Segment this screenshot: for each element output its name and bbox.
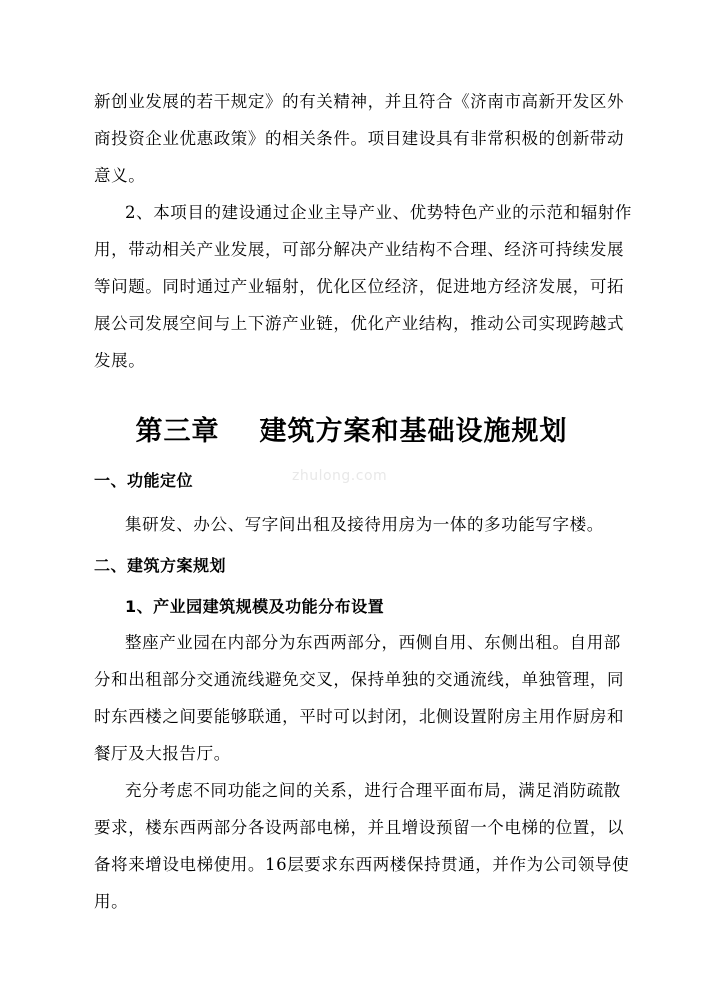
section-two-subheading: 1、产业园建筑规模及功能分布设置: [125, 597, 385, 616]
point-two-line-2: 用，带动相关产业发展，可部分解决产业结构不合理、经济可持续发展: [94, 240, 625, 259]
section-one-heading: 一、功能定位: [94, 471, 194, 490]
s2-p2-line-4: 用。: [94, 892, 129, 911]
s2-p2-line-3: 备将来增设电梯使用。16层要求东西两楼保持贯通，并作为公司领导使: [94, 855, 630, 874]
section-two-heading: 二、建筑方案规划: [94, 556, 227, 575]
s2-p2-line-1: 充分考虑不同功能之间的关系，进行合理平面布局，满足消防疏散: [125, 781, 621, 800]
point-two-line-5: 发展。: [94, 351, 146, 370]
s2-p1-line-3: 时东西楼之间要能够联通，平时可以封闭，北侧设置附房主用作厨房和: [94, 707, 625, 726]
s2-p2-line-2: 要求，楼东西两部分各设两部电梯，并且增设预留一个电梯的位置，以: [94, 818, 625, 837]
point-two-line-3: 等问题。同时通过产业辐射，优化区位经济，促进地方经济发展，可拓: [94, 277, 625, 296]
watermark-text: zhulong.com: [292, 468, 388, 484]
s2-p1-line-1: 整座产业园在内部分为东西两部分，西侧自用、东侧出租。自用部: [125, 633, 621, 652]
chapter-heading: [0, 414, 703, 450]
chapter-number: 第三章: [135, 416, 220, 447]
s2-p1-line-4: 餐厅及大报告厅。: [94, 744, 231, 763]
intro-line-2: 商投资企业优惠政策》的相关条件。项目建设具有非常积极的创新带动: [94, 129, 625, 148]
chapter-title: 建筑方案和基础设施规划: [259, 416, 568, 447]
intro-line-1: 新创业发展的若干规定》的有关精神，并且符合《济南市高新开发区外: [94, 92, 625, 111]
point-two-line-4: 展公司发展空间与上下游产业链，优化产业结构，推动公司实现跨越式: [94, 314, 625, 333]
s2-p1-line-2: 分和出租部分交通流线避免交叉，保持单独的交通流线，单独管理，同: [94, 670, 625, 689]
section-one-body: 集研发、办公、写字间出租及接待用房为一体的多功能写字楼。: [125, 515, 604, 534]
point-two-line-1: 2、本项目的建设通过企业主导产业、优势特色产业的示范和辐射作: [125, 203, 632, 222]
intro-line-3: 意义。: [94, 166, 146, 185]
